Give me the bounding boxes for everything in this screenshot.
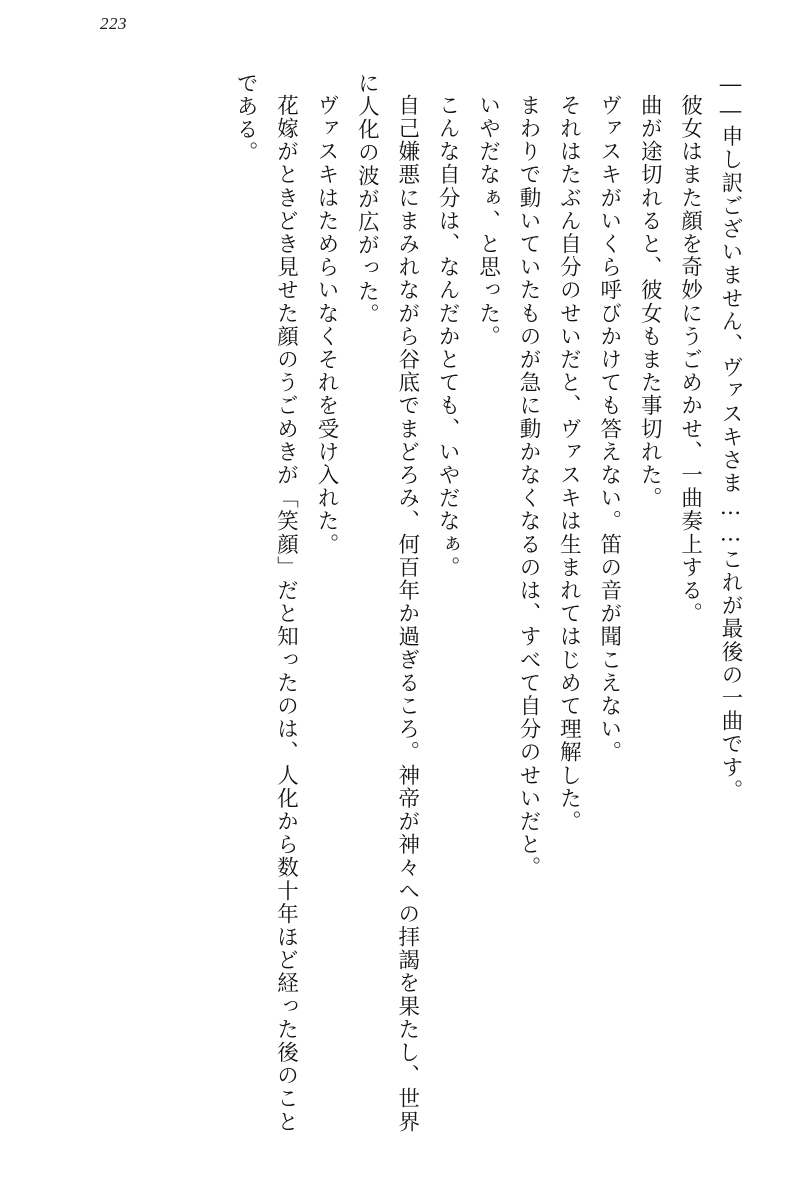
paragraph: 曲が途切れると、彼女もまた事切れた。 [637,93,663,510]
paragraph: ――申し訳ございません、ヴァスキさま……これが最後の一曲です。 [718,72,743,803]
paragraph: それはたぶん自分のせいだと、ヴァスキは生まれてはじめて理解した。 [556,93,582,833]
paragraph: まわりで動いていたものが急に動かなくなるのは、すべて自分のせいだと。 [515,93,541,879]
paragraph: 花嫁がときどき見せた顔のうごめきが「笑顔」だと知ったのは、人化から数十年ほど経った後のことである。 [233,72,299,1133]
paragraph: ヴァスキはためらいなくそれを受け入れた。 [313,93,339,556]
paragraph: 自己嫌悪にまみれながら谷底でまどろみ、何百年か過ぎるころ。神帝が神々への拝謁を果たし、世界に人化の波が広がった。 [354,72,420,1133]
paragraph: ヴァスキがいくら呼びかけても答えない。笛の音が聞こえない。 [596,93,622,764]
paragraph: 彼女はまた顔を奇妙にうごめかせ、一曲奏上する。 [677,93,703,625]
paragraph: いやだなぁ、と思った。 [475,93,501,348]
page-body-text [60,72,750,1142]
paragraph: こんな自分は、なんだかとても、いやだなぁ。 [435,93,461,579]
page-number: 223 [100,14,127,33]
